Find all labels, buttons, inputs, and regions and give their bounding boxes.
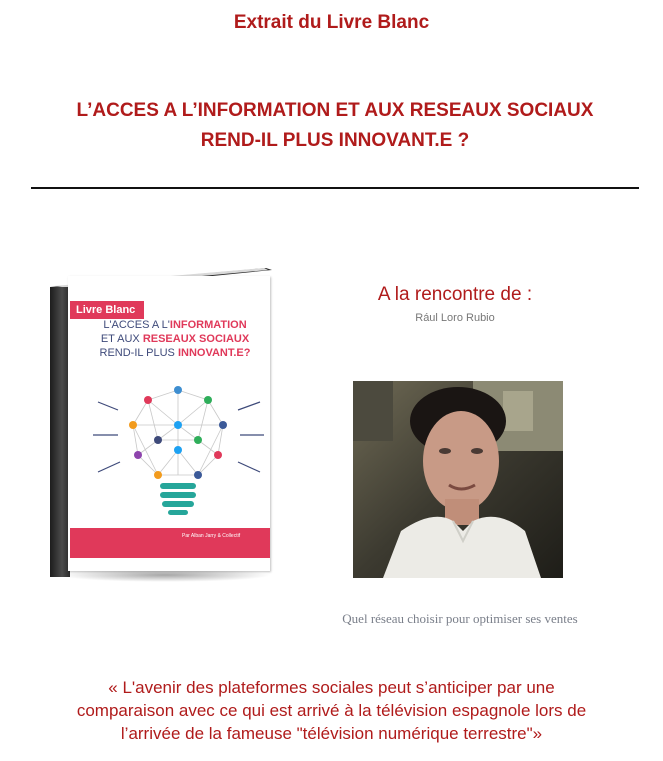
kicker-title: Extrait du Livre Blanc (233, 12, 430, 33)
photo-caption: Quel réseau choisir pour optimiser ses ventes (342, 611, 578, 626)
portrait-photo (353, 381, 563, 578)
page-title (20, 96, 650, 156)
meet-heading: A la rencontre de : (377, 284, 533, 305)
quote-line-3: l’arrivée de la fameuse "télévision numérique terrestre"» (120, 724, 543, 743)
divider (31, 187, 639, 189)
title-line-1: L’ACCES A L’INFORMATION ET AUX RESEAUX SOCIAUX (76, 100, 594, 121)
book-badge: Livre Blanc (70, 301, 144, 319)
book-title: L'ACCES A L'INFORMATION ET AUX RESEAUX SOCIAUX REND-IL PLUS INNOVANT.E? (99, 319, 251, 359)
book-author: Par Alban Jarry & Collectif (182, 533, 241, 539)
person-name: Rául Loro Rubio (415, 312, 495, 324)
lightbulb-network-icon (88, 380, 268, 520)
title-line-2: REND-IL PLUS INNOVANT.E ? (200, 130, 470, 151)
book-spine (50, 287, 70, 577)
pull-quote (20, 676, 643, 745)
quote-line-1: « L'avenir des plateformes sociales peut s’anticiper par une (108, 678, 555, 697)
quote-line-2: comparaison avec ce qui est arrivé à la télévision espagnole lors de (76, 701, 587, 720)
